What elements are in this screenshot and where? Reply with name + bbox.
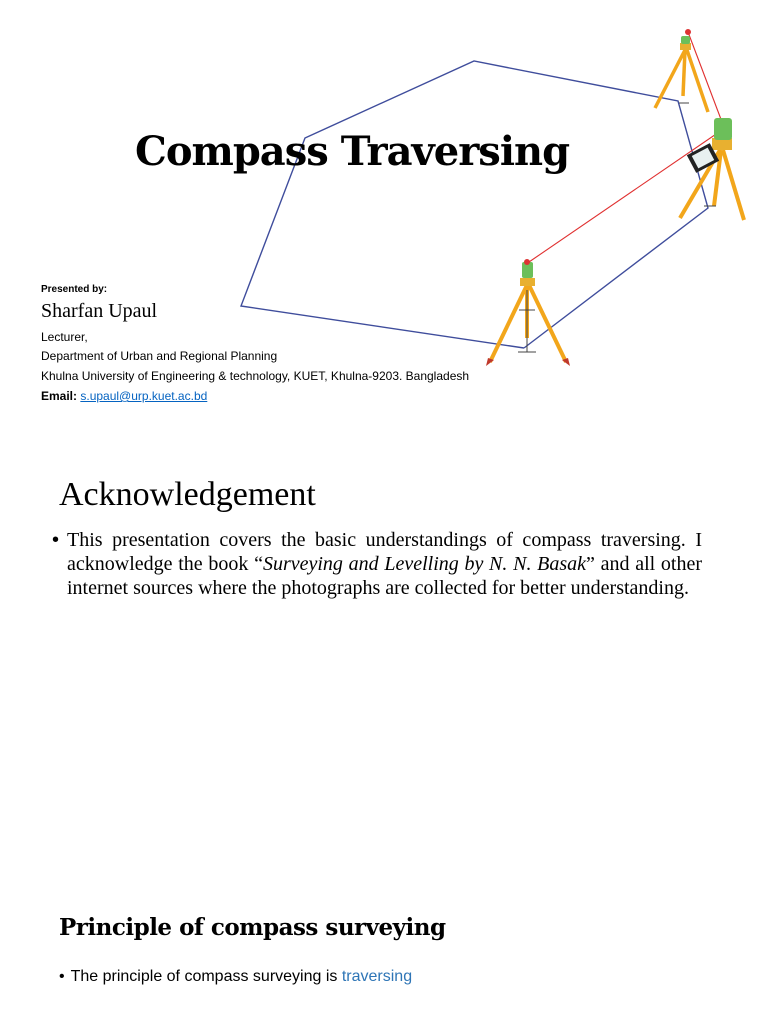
email-label: Email: xyxy=(41,389,78,403)
bullet-icon: • xyxy=(52,529,60,551)
principle-slide xyxy=(0,890,768,1024)
tripod-top xyxy=(655,29,708,112)
tripod-bottom xyxy=(486,259,570,366)
title-slide xyxy=(0,0,768,430)
traverse-polygon xyxy=(241,61,708,348)
traverse-diagram xyxy=(0,0,768,430)
acknowledgement-slide xyxy=(0,460,768,890)
presented-by-label: Presented by: xyxy=(41,284,108,295)
author-name: Sharfan Upaul xyxy=(41,300,158,322)
author-role: Lecturer, xyxy=(41,330,88,344)
principle-text: The principle of compass surveying is xyxy=(70,968,342,985)
principle-heading: Principle of compass surveying xyxy=(59,914,446,941)
email-link[interactable]: s.upaul@urp.kuet.ac.bd xyxy=(80,389,208,403)
slide-title: Compass Traversing xyxy=(135,128,570,175)
author-email-line xyxy=(41,389,207,403)
acknowledgement-text-end: ” and all other internet sources where the photographs are collected for better understanding. xyxy=(67,553,702,599)
book-title: Surveying and Levelling by N. N. Basak xyxy=(262,553,587,575)
acknowledgement-heading: Acknowledgement xyxy=(59,476,316,513)
principle-bullet xyxy=(59,968,412,986)
author-department: Department of Urban and Regional Planning xyxy=(41,349,278,363)
bullet-icon: • xyxy=(59,968,65,985)
tripod-right xyxy=(680,118,744,220)
acknowledgement-paragraph xyxy=(52,528,702,600)
author-university: Khulna University of Engineering & technology, KUET, Khulna-9203. Bangladesh xyxy=(41,369,470,383)
principle-highlight: traversing xyxy=(341,968,413,985)
acknowledgement-text-start: This presentation covers the basic understandings of compass traversing. I acknowledge the book “ xyxy=(67,529,702,575)
